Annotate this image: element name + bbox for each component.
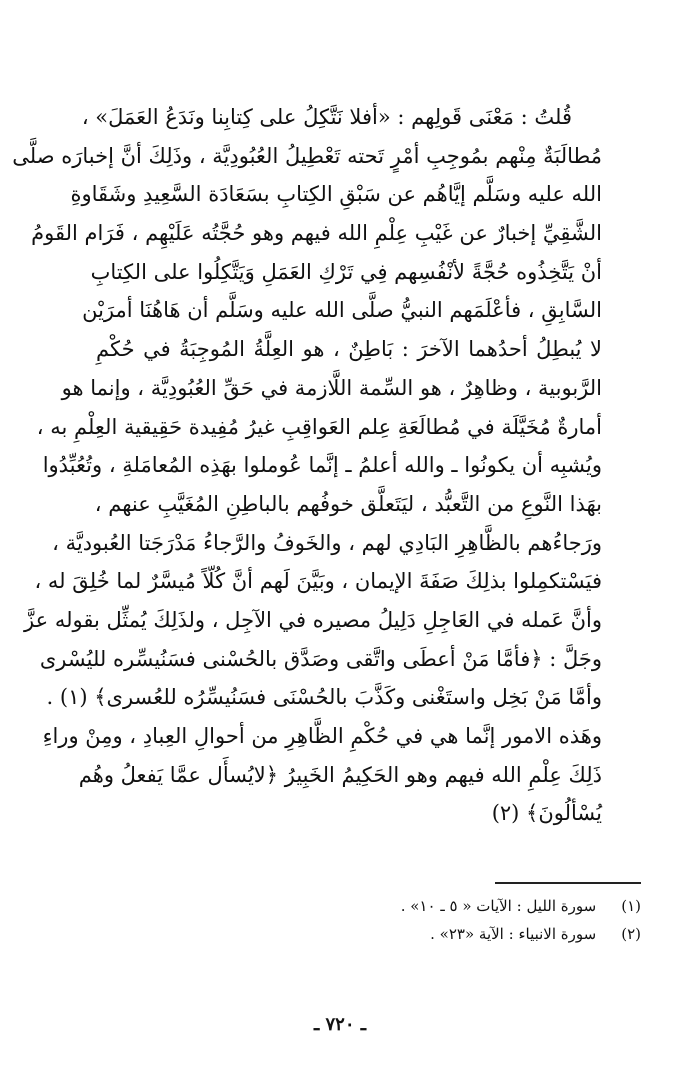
text-line: وجَلَّ : ﴿فأمَّا مَنْ أعطَى واتَّقى وصَدَّق بالحُسْنى فسَنُيسِّره لليُسْرى [39,646,602,671]
text-line: قُلتُ : مَعْنَى قَولِهم : «أفلا نَتَّكِلُ على كِتابِنا ونَدَعُ العَمَلَ» ، [81,105,572,129]
text-line: يُسْألُونَ﴾ (٢) [491,801,602,826]
page-number: ـ ٧٢٠ ـ [313,1014,367,1035]
text-line: فيَسْتكمِلوا بذلِكَ صَفَةَ الإيمان ، وبَيَّنَ لَهم أنَّ كُلّاً مُيسَّرٌ لما خُلِقَ له ، [34,569,602,594]
text-line: ورَجاءُهم بالظَّاهِرِ البَادِي لهم ، والخَوفُ والرَّجاءُ مَدْرَجَتا العُبوديَّة ، [52,530,602,555]
text-line: أنْ يَتَّخِذُوه حُجَّةً لأنْفُسِهم فِي تَرْكِ العَمَلِ وَيَتَّكِلُوا على الكِتابِ [90,259,602,284]
text-line: الرَّبوبية ، وظاهِرٌ ، هو السِّمة اللَّازمة في حَقِّ العُبُودِيَّة ، وإنما هو [61,375,602,400]
text-line: ذَلِكَ عِلْمِ الله فيهم وهو الحَكِيمُ الخَبِيرُ ﴿لايُسأَل عمَّا يَفعلُ وهُم [78,762,602,787]
body-text [12,98,602,833]
text-line: الله عليه وسَلَّم إيَّاهُم عن سَبْقِ الكِتابِ بسَعَادَة السَّعِيدِ وشَقَاوةِ [70,182,602,207]
text-line: لا يُبطِلُ أحدُهما الآخرَ : بَاطِنٌ ، هو العِلَّةُ المُوجِبَةُ في حُكْمِ [96,337,602,362]
text-line: أمارةٌ مُخَيَّلَة في مُطالَعَةِ عِلم العَواقِبِ غيرُ مُفِيدة حَقِيقية العِلْمِ به ، [36,414,602,439]
footnote-number: (١) [621,897,641,915]
footnotes [241,892,641,948]
text-line: ويُشبِه أن يكونُوا ـ والله أعلمُ ـ إنَّما عُوملوا بهَذِه المُعامَلةِ ، وتُعُبِّدُوا [42,453,602,478]
footnote-divider [495,882,641,884]
footnote [241,892,641,920]
text-line: وهَذه الامور إنَّما هي في حُكْمِ الظَّاهِرِ من أحوالِ العِبادِ ، ومِنْ وراءِ [42,724,602,748]
text-line: مُطالَبَةٌ مِنْهم بمُوجِبِ أمْرٍ تَحته تَعْطِيلُ العُبُودِيَّة ، وذَلِكَ أنَّ إخبارَه صلَّى [12,143,602,168]
text-line: وأنَّ عَمله في العَاجِلِ دَلِيلُ مصيره في الآجِل ، ولذَلِكَ يُمثِّل بقوله عزَّ [24,607,602,632]
text-line: الشَّقِيِّ إخبارٌ عن غَيْبِ عِلْمِ الله فيهم وهو حُجَّتُه عَلَيْهِم ، فَرَام القَومُ [31,221,602,246]
footnote [241,920,641,948]
text-line: وأمَّا مَنْ بَخِل واستَغْنى وكَذَّبَ بالحُسْنَى فسَنُيسِّرُه للعُسرى﴾ (١) . [46,685,602,710]
footnote-text: سورة الليل : الآيات « ٥ ـ ١٠» . [400,897,597,915]
footnote-number: (٢) [621,925,641,943]
text-line: السَّابِقِ ، فأعْلَمَهم النبيُّ صلَّى الله عليه وسَلَّم أن هَاهُنَا أمرَيْن [82,298,602,323]
footnote-text: سورة الانبياء : الآية «٢٣» . [430,925,597,943]
text-line: بهَذا النَّوعِ من التَّعبُّد ، ليَتَعلَّق خوفُهم بالباطِنِ المُغَيَّبِ عنهم ، [94,491,602,516]
